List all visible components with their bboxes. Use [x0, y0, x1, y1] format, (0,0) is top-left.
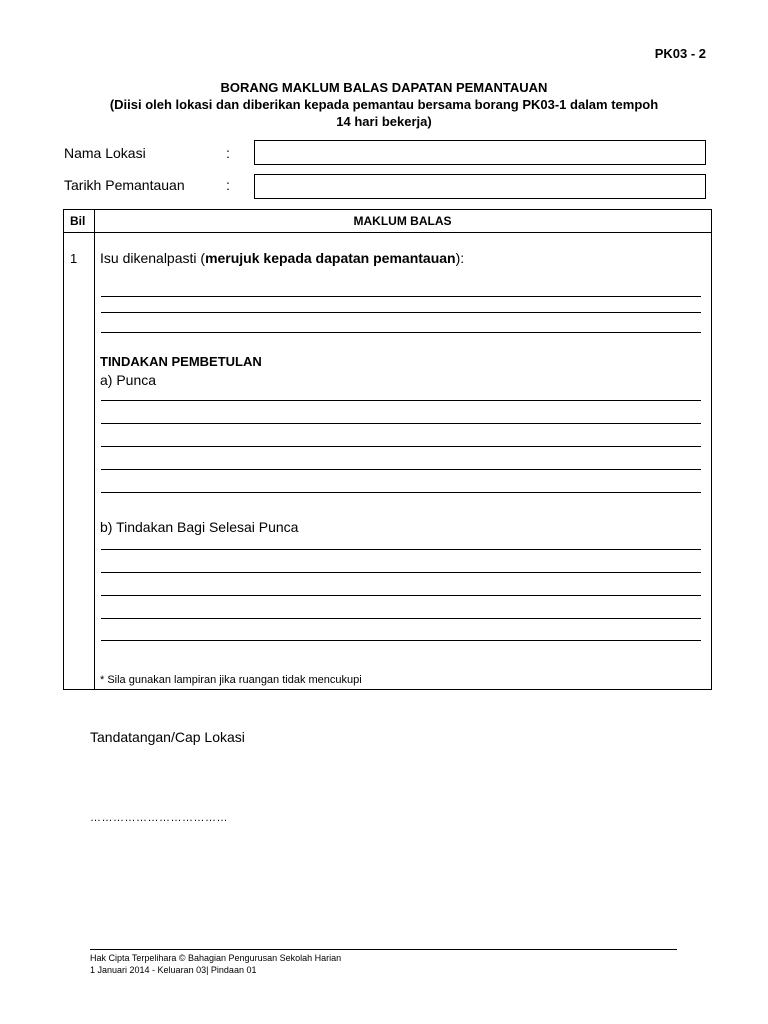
form-subtitle-line1: (Diisi oleh lokasi dan diberikan kepada pemantau bersama borang PK03-1 dalam tempoh — [109, 97, 659, 112]
issue-label — [100, 250, 464, 266]
punca-answer-line[interactable] — [101, 423, 701, 424]
tindakan-answer-line[interactable] — [101, 572, 701, 573]
tindakan-answer-line[interactable] — [101, 618, 701, 619]
issue-answer-line[interactable] — [101, 312, 701, 313]
nama-lokasi-label: Nama Lokasi — [64, 145, 146, 161]
tindakan-answer-line[interactable] — [101, 595, 701, 596]
tarikh-pemantauan-colon: : — [226, 177, 230, 193]
column-header-maklum-balas: MAKLUM BALAS — [353, 214, 452, 228]
document-code: PK03 - 2 — [654, 46, 706, 61]
punca-answer-line[interactable] — [101, 400, 701, 401]
form-title: BORANG MAKLUM BALAS DAPATAN PEMANTAUAN — [220, 80, 548, 95]
column-divider — [94, 210, 95, 689]
punca-label: a) Punca — [100, 372, 157, 388]
nama-lokasi-field[interactable] — [254, 140, 706, 165]
header-divider — [64, 232, 711, 233]
punca-answer-line[interactable] — [101, 469, 701, 470]
nama-lokasi-colon: : — [226, 145, 230, 161]
tindakan-answer-line[interactable] — [101, 549, 701, 550]
issue-prefix: Isu dikenalpasti ( — [100, 250, 206, 266]
issue-bold: merujuk kepada dapatan pemantauan — [205, 250, 456, 266]
footnote: * Sila gunakan lampiran jika ruangan tidak mencukupi — [100, 674, 362, 686]
punca-answer-line[interactable] — [101, 492, 701, 493]
signature-line[interactable]: ……………………………… — [90, 812, 228, 824]
column-header-bil: Bil — [70, 214, 86, 228]
issue-answer-line[interactable] — [101, 332, 701, 333]
feedback-table — [63, 209, 712, 690]
tarikh-pemantauan-field[interactable] — [254, 174, 706, 199]
tarikh-pemantauan-label: Tarikh Pemantauan — [64, 177, 185, 193]
tindakan-pembetulan-heading: TINDAKAN PEMBETULAN — [100, 354, 262, 369]
footer-revision: 1 Januari 2014 - Keluaran 03| Pindaan 01 — [90, 965, 257, 975]
punca-answer-line[interactable] — [101, 446, 701, 447]
signature-label: Tandatangan/Cap Lokasi — [90, 729, 245, 745]
issue-answer-line[interactable] — [101, 296, 701, 297]
issue-suffix: ): — [455, 250, 465, 266]
footer-divider — [90, 949, 677, 950]
footer-copyright: Hak Cipta Terpelihara © Bahagian Pengurusan Sekolah Harian — [90, 953, 342, 963]
form-subtitle-line2: 14 hari bekerja) — [336, 114, 432, 129]
tindakan-selesai-punca-label: b) Tindakan Bagi Selesai Punca — [100, 519, 299, 535]
tindakan-answer-line[interactable] — [101, 640, 701, 641]
row-number: 1 — [70, 251, 78, 266]
